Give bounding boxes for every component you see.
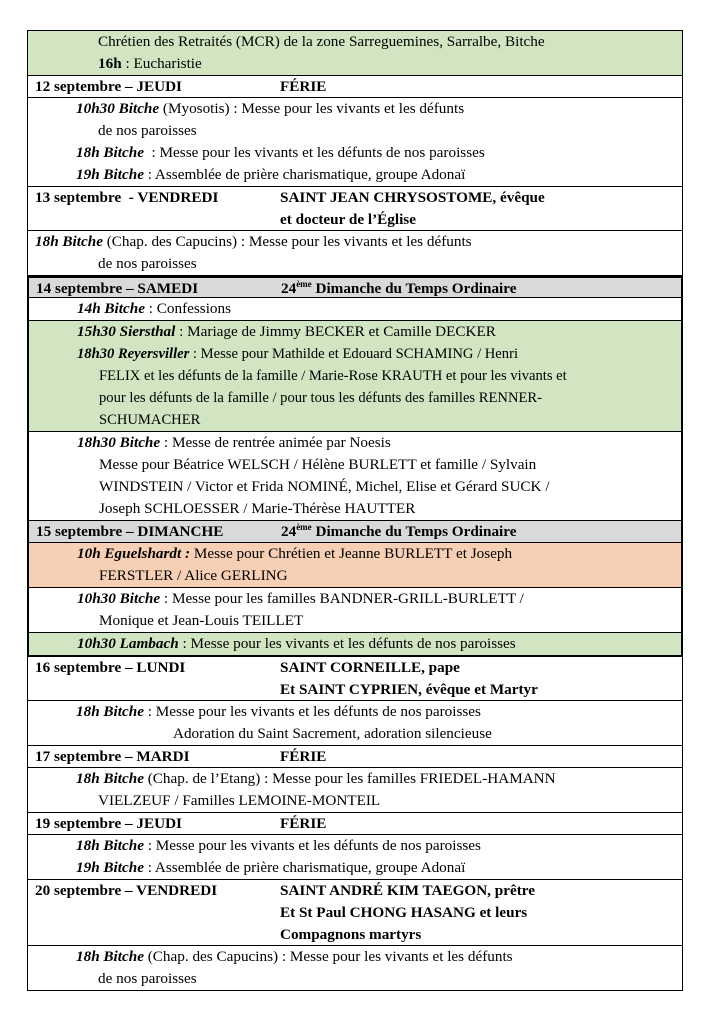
- event-location: 18h Bitche: [76, 770, 144, 787]
- event-detail: : Messe de rentrée animée par Noesis: [160, 434, 391, 451]
- event-line: [29, 321, 681, 343]
- event-row: [27, 98, 683, 187]
- day-feast: FÉRIE: [280, 748, 327, 765]
- event-location: 10h30 Bitche: [77, 590, 161, 607]
- day-date: 16 septembre – LUNDI: [35, 659, 186, 676]
- event-text: de nos paroisses: [98, 122, 197, 139]
- day-feast: [281, 521, 516, 543]
- event-detail: : Messe pour les vivants et les défunts de nos paroisses: [143, 144, 485, 161]
- event-location: 18h Bitche: [76, 144, 144, 161]
- event-location: 10h Eguelshardt :: [77, 545, 191, 562]
- feast-number: 24: [281, 280, 297, 297]
- day-date: 13 septembre - VENDREDI: [35, 189, 219, 206]
- event-detail: : Messe pour les vivants et les défunts de nos paroisses: [178, 635, 516, 652]
- event-text: de nos paroisses: [98, 255, 197, 272]
- event-detail: (Chap. de l’Etang) : Messe pour les familles FRIEDEL-HAMANN: [143, 770, 556, 787]
- feast-number: 24: [281, 523, 297, 540]
- day-date: 12 septembre – JEUDI: [35, 78, 182, 95]
- day-header: [27, 521, 683, 543]
- day-feast: FÉRIE: [280, 815, 327, 832]
- day-header: [27, 657, 683, 701]
- event-location: 18h Bitche: [35, 233, 103, 250]
- event-location: 19h Bitche: [76, 859, 144, 876]
- day-header: [27, 187, 683, 231]
- event-detail: : Confessions: [144, 300, 232, 317]
- event-line: [28, 164, 682, 186]
- event-row: [27, 588, 683, 633]
- day-date: 17 septembre – MARDI: [35, 748, 190, 765]
- event-detail: (Chap. des Capucins) : Messe pour les vivants et les défunts: [102, 233, 472, 250]
- day-date: 20 septembre – VENDREDI: [35, 882, 218, 899]
- event-row: [27, 231, 683, 276]
- event-line: [28, 835, 682, 857]
- event-text: de nos paroisses: [98, 970, 197, 987]
- event-detail: : Mariage de Jimmy BECKER et Camille DECKER: [175, 323, 496, 340]
- day-feast: et docteur de l’Église: [280, 211, 416, 228]
- event-location: 10h30 Bitche: [76, 100, 160, 117]
- event-row: [27, 946, 683, 991]
- event-line: [29, 432, 681, 454]
- event-detail: (Myosotis) : Messe pour les vivants et les défunts: [159, 100, 465, 117]
- event-text: pour les défunts de la famille / pour tous les défunts des familles RENNER-: [99, 390, 542, 406]
- event-text: [28, 53, 682, 75]
- event-row: [27, 835, 683, 880]
- feast-title: Dimanche du Temps Ordinaire: [311, 280, 517, 297]
- event-detail: : Messe pour les vivants et les défunts de nos paroisses: [143, 703, 481, 720]
- day-feast: SAINT CORNEILLE, pape: [280, 659, 460, 676]
- event-row: [27, 321, 683, 432]
- day-date: 15 septembre – DIMANCHE: [36, 523, 224, 540]
- event-detail: : Assemblée de prière charismatique, groupe Adonaï: [143, 166, 466, 183]
- event-location: 18h Bitche: [76, 837, 144, 854]
- event-text: Joseph SCHLOESSER / Marie-Thérèse HAUTTER: [99, 500, 416, 517]
- feast-suffix: ème: [296, 278, 312, 289]
- event-text: WINDSTEIN / Victor et Frida NOMINÉ, Michel, Elise et Gérard SUCK /: [99, 478, 550, 495]
- event-line: [29, 298, 681, 320]
- event-detail: : Assemblée de prière charismatique, groupe Adonaï: [143, 859, 466, 876]
- event-text: Adoration du Saint Sacrement, adoration silencieuse: [173, 725, 492, 742]
- event-line: [29, 588, 681, 610]
- day-header: [27, 813, 683, 835]
- event-line: [28, 231, 682, 253]
- day-header: [27, 880, 683, 946]
- event-detail: : Messe pour les familles BANDNER-GRILL-BURLETT /: [160, 590, 524, 607]
- event-line: [28, 142, 682, 164]
- event-row: [27, 543, 683, 588]
- event-location: 10h30 Lambach: [77, 635, 179, 652]
- event-row: [27, 432, 683, 521]
- event-row: [27, 30, 683, 76]
- schedule-table: [27, 30, 683, 991]
- day-feast: FÉRIE: [280, 78, 327, 95]
- day-feast: [281, 278, 516, 300]
- feast-suffix: ème: [296, 521, 312, 532]
- event-line: [29, 633, 681, 655]
- event-text: Chrétien des Retraités (MCR) de la zone Sarreguemines, Sarralbe, Bitche: [98, 33, 545, 50]
- event-line: [29, 343, 681, 365]
- event-text: SCHUMACHER: [99, 412, 201, 428]
- event-location: 18h30 Reyersviller: [77, 346, 190, 362]
- event-detail: (Chap. des Capucins) : Messe pour les vivants et les défunts: [143, 948, 513, 965]
- day-header: [27, 746, 683, 768]
- event-location: 18h30 Bitche: [77, 434, 161, 451]
- event-time: 16h: [98, 55, 122, 72]
- event-detail: : Messe pour Mathilde et Edouard SCHAMING / Henri: [189, 346, 518, 362]
- day-feast: Et SAINT CYPRIEN, évêque et Martyr: [280, 681, 538, 698]
- day-header: [27, 76, 683, 98]
- feast-title: Dimanche du Temps Ordinaire: [311, 523, 517, 540]
- day-feast: SAINT ANDRÉ KIM TAEGON, prêtre: [280, 882, 535, 899]
- event-detail: : Messe pour les vivants et les défunts de nos paroisses: [143, 837, 481, 854]
- event-text: VIELZEUF / Familles LEMOINE-MONTEIL: [98, 792, 381, 809]
- event-line: [28, 701, 682, 723]
- event-line: [28, 768, 682, 790]
- event-text: FELIX et les défunts de la famille / Marie-Rose KRAUTH et pour les vivants et: [99, 368, 567, 384]
- event-line: [29, 543, 681, 565]
- event-location: 14h Bitche: [77, 300, 145, 317]
- event-row: [27, 298, 683, 321]
- event-location: 18h Bitche: [76, 703, 144, 720]
- event-line: [28, 98, 682, 120]
- event-location: 15h30 Siersthal: [77, 323, 176, 340]
- event-detail: : Eucharistie: [121, 55, 202, 72]
- event-row: [27, 701, 683, 746]
- event-line: [28, 946, 682, 968]
- day-feast: Compagnons martyrs: [280, 926, 422, 943]
- event-text: FERSTLER / Alice GERLING: [99, 567, 288, 584]
- day-header: [27, 276, 683, 298]
- event-location: 18h Bitche: [76, 948, 144, 965]
- event-row: [27, 633, 683, 657]
- event-text: Monique et Jean-Louis TEILLET: [99, 612, 304, 629]
- day-date: 14 septembre – SAMEDI: [36, 280, 199, 297]
- event-row: [27, 768, 683, 813]
- event-detail: Messe pour Chrétien et Jeanne BURLETT et Joseph: [190, 545, 513, 562]
- day-feast: SAINT JEAN CHRYSOSTOME, évêque: [280, 189, 545, 206]
- day-date: 19 septembre – JEUDI: [35, 815, 182, 832]
- day-feast: Et St Paul CHONG HASANG et leurs: [280, 904, 528, 921]
- event-line: [28, 857, 682, 879]
- event-location: 19h Bitche: [76, 166, 144, 183]
- event-text: Messe pour Béatrice WELSCH / Hélène BURLETT et famille / Sylvain: [99, 456, 537, 473]
